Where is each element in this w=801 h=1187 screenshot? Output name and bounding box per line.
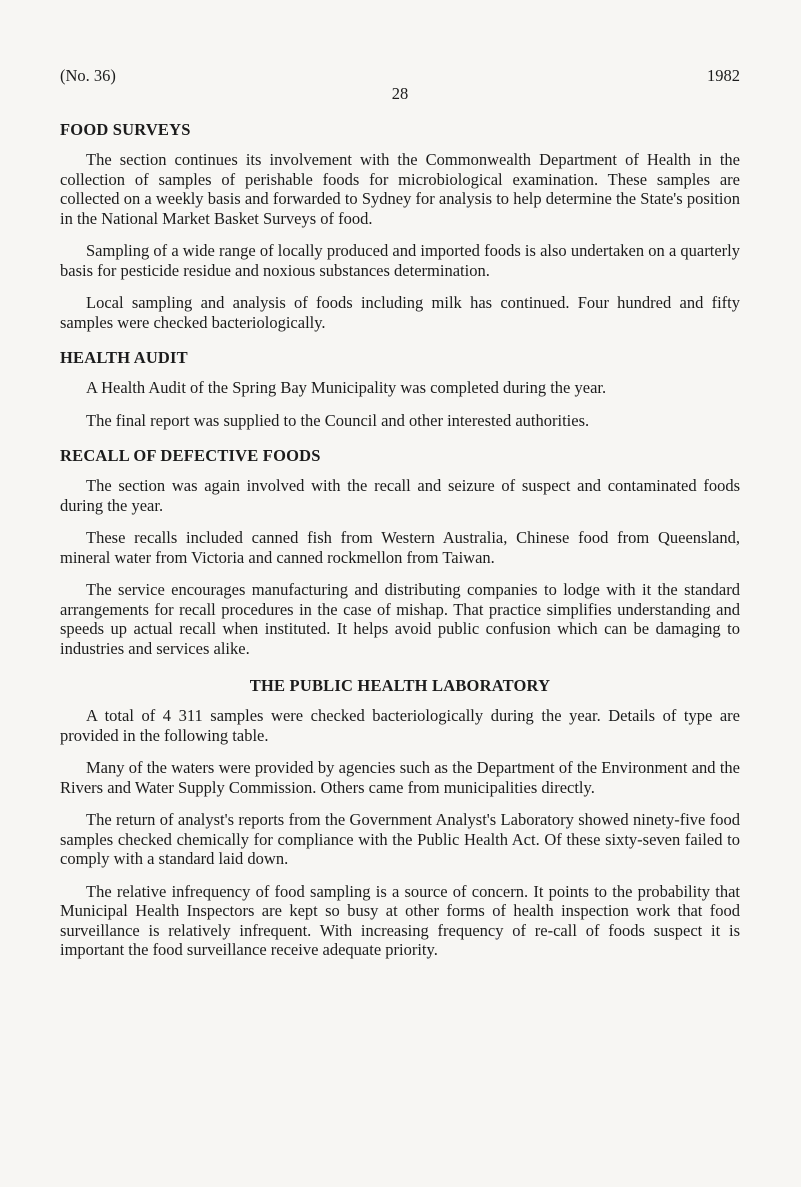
report-year: 1982 xyxy=(707,66,740,85)
section-recall xyxy=(60,446,740,658)
paragraph: The section was again involved with the recall and seizure of suspect and contaminated foods during the year. xyxy=(60,476,740,515)
paragraph: A total of 4 311 samples were checked bacteriologically during the year. Details of type are provided in the following table. xyxy=(60,706,740,745)
paragraph: The return of analyst's reports from the Government Analyst's Laboratory showed ninety-five food samples checked chemically for compliance with the Public Health Act. Of these sixty-seven failed to comply with a standard laid down. xyxy=(60,810,740,868)
section-title-food-surveys: FOOD SURVEYS xyxy=(60,120,191,139)
document-page xyxy=(60,0,740,973)
paragraph: The section continues its involvement with the Commonwealth Department of Health in the collection of samples of perishable foods for microbiological examination. These samples are collected on a weekly basis and forwarded to Sydney for analysis to help determine the State's position in the National Market Basket Surveys of food. xyxy=(60,150,740,228)
section-title-laboratory: THE PUBLIC HEALTH LABORATORY xyxy=(249,676,551,695)
section-laboratory xyxy=(60,676,740,960)
paragraph: These recalls included canned fish from Western Australia, Chinese food from Queensland, mineral water from Victoria and canned rockmellon from Taiwan. xyxy=(60,528,740,567)
section-title-recall: RECALL OF DEFECTIVE FOODS xyxy=(60,446,321,465)
section-food-surveys xyxy=(60,120,740,332)
page-header xyxy=(60,0,740,104)
paragraph: Many of the waters were provided by agencies such as the Department of the Environment and the Rivers and Water Supply Commission. Others came from municipalities directly. xyxy=(60,758,740,797)
paragraph: The service encourages manufacturing and distributing companies to lodge with it the standard arrangements for recall procedures in the case of mishap. That practice simplifies understanding and speeds up actual recall when instituted. It helps avoid public confusion which can be damaging to industries and services alike. xyxy=(60,580,740,658)
paragraph: A Health Audit of the Spring Bay Municipality was completed during the year. xyxy=(86,378,607,397)
paragraph: Sampling of a wide range of locally produced and imported foods is also undertaken on a quarterly basis for pesticide residue and noxious substances determination. xyxy=(60,241,740,280)
paragraph: The relative infrequency of food sampling is a source of concern. It points to the probability that Municipal Health Inspectors are kept so busy at other forms of health inspection work that food surveillance is relatively infrequent. With increasing frequency of re-call of foods suspect it is important the food surveillance receive adequate priority. xyxy=(60,881,740,959)
paragraph: Local sampling and analysis of foods including milk has continued. Four hundred and fifty samples were checked bacteriologically. xyxy=(60,293,740,332)
section-health-audit xyxy=(60,348,740,430)
report-number: (No. 36) xyxy=(60,66,116,85)
section-title-health-audit: HEALTH AUDIT xyxy=(60,348,188,367)
paragraph: The final report was supplied to the Council and other interested authorities. xyxy=(86,410,590,430)
page-number: 28 xyxy=(391,84,409,103)
